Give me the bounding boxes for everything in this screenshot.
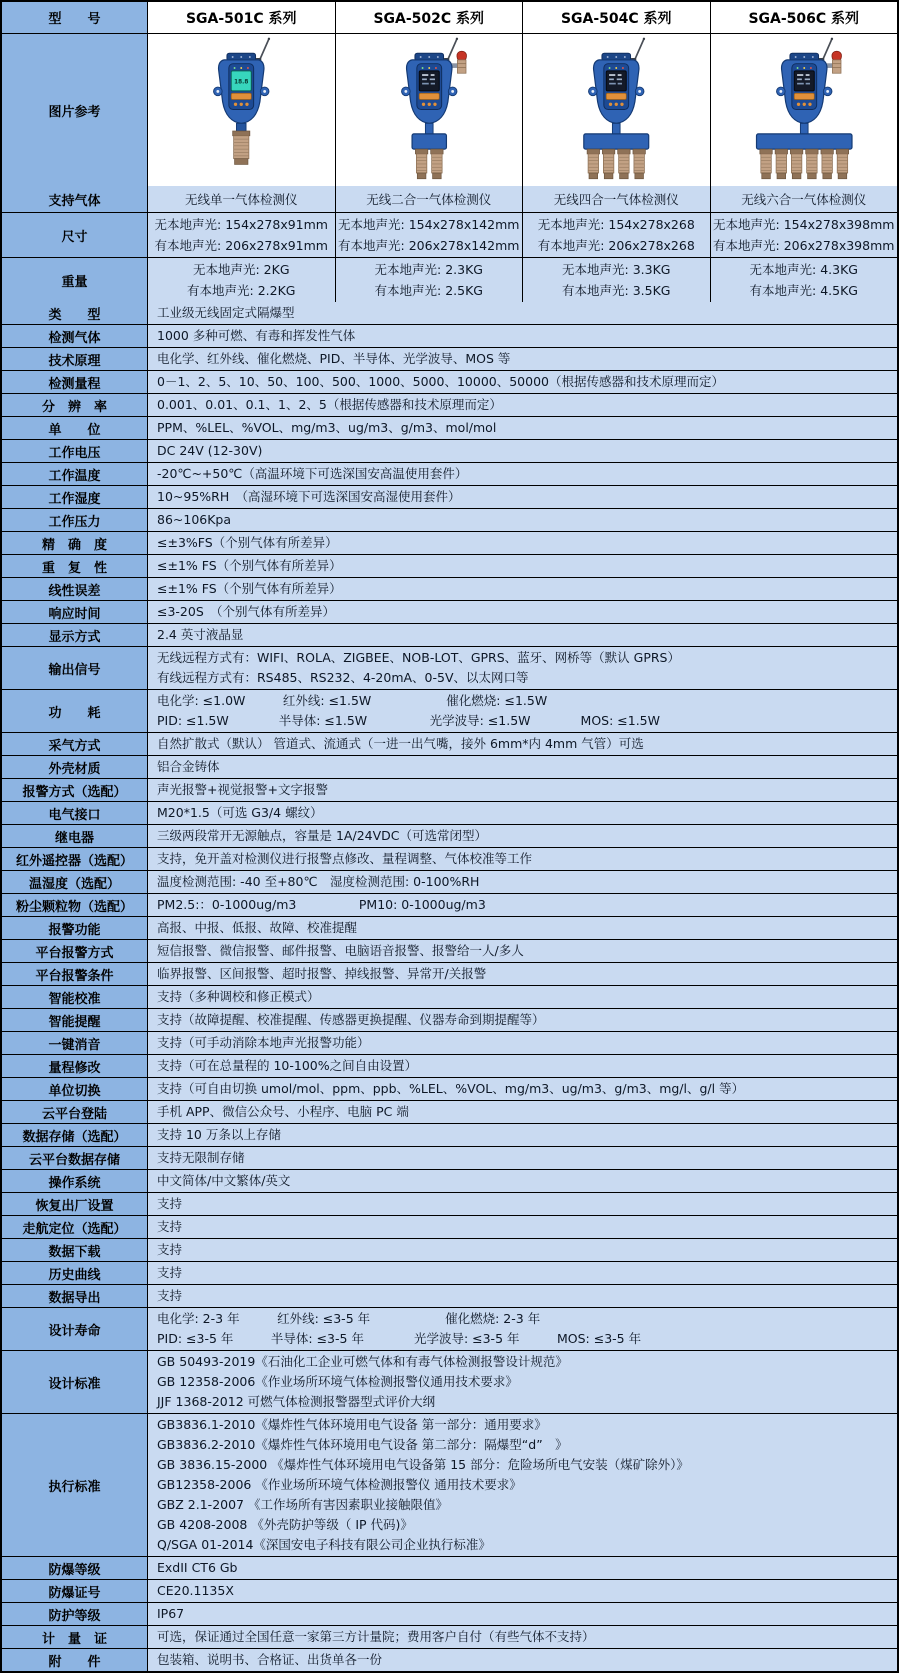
comparison-rows [2,186,897,302]
row-label: 单 位 [2,417,147,439]
row-value [147,578,897,600]
row-value-line: 工业级无线固定式隔爆型 [157,305,295,320]
row-label: 一键消音 [2,1032,147,1054]
product-image-sga-502c [335,34,523,186]
row-value-line: JJF 1368-2012 可燃气体检测报警器型式评价大纲 [157,1394,436,1409]
row-value [147,440,897,462]
compare-cell-line: 有本地声光: 206x278x268 [537,238,695,253]
row-value [147,825,897,847]
row-value-line: 临界报警、区间报警、超时报警、掉线报警、异常开/关报警 [157,966,487,981]
row-value-line: 支持 [157,1288,183,1303]
row-value [147,1351,897,1413]
row-value-line: 支持（多种调校和修正模式） [157,989,320,1004]
row-label: 云平台数据存储 [2,1147,147,1169]
header-model-sga-502c: SGA-502C 系列 [335,2,523,33]
spec-row-detection-gas [2,324,897,347]
row-label: 检测气体 [2,325,147,347]
row-value-line: 支持 [157,1242,183,1257]
row-value [147,690,897,732]
header-model-sga-501c: SGA-501C 系列 [147,2,335,33]
row-value-line: GB3836.2-2010《爆炸性气体环境用电气设备 第二部分：隔爆型“d” 》 [157,1437,568,1452]
svg-text:18.8: 18.8 [234,79,249,86]
row-label: 外壳材质 [2,756,147,778]
spec-row-cloud-data-storage [2,1146,897,1169]
row-value-line: GB 3836.15-2000 《爆炸性气体环境用电气设备第 15 部分：危险场所电气安装（煤矿除外）》 [157,1457,689,1472]
row-value [147,1078,897,1100]
row-value [147,1603,897,1625]
spec-row-alarm-mode [2,778,897,801]
header-model-sga-506c: SGA-506C 系列 [710,2,898,33]
row-label: 显示方式 [2,624,147,646]
row-value [147,871,897,893]
row-value-line: GB 4208-2008 《外壳防护等级（ IP 代码)》 [157,1517,413,1532]
row-label: 走航定位（选配） [2,1216,147,1238]
row-label: 线性误差 [2,578,147,600]
compare-row-dimensions [2,212,897,257]
spec-row-cloud-login [2,1100,897,1123]
row-value [147,894,897,916]
row-value [147,1147,897,1169]
row-value-line: 电化学、红外线、催化燃烧、PID、半导体、光学波导、MOS 等 [157,351,511,366]
row-value-line: 有线远程方式有：RS485、RS232、4-20mA、0-5V、以太网口等 [157,670,529,685]
row-value [147,1193,897,1215]
row-label: 重量 [2,258,147,302]
row-value-line: PID: ≤3-5 年 半导体: ≤3-5 年 光学波导: ≤3-5 年 MOS: ≤3-5 年 [157,1331,642,1346]
row-value [147,463,897,485]
row-label: 精 确 度 [2,532,147,554]
row-value [147,1170,897,1192]
spec-row-resolution [2,393,897,416]
spec-row-data-download [2,1238,897,1261]
compare-cell [147,258,335,302]
row-value-line: 0－1、2、5、10、50、100、500、1000、5000、10000、50000（根据传感器和技术原理而定） [157,374,724,389]
row-label: 类 型 [2,302,147,324]
row-label: 尺寸 [2,213,147,257]
spec-row-dust-particles [2,893,897,916]
header-model-sga-504c: SGA-504C 系列 [522,2,710,33]
row-value-line: 支持，免开盖对检测仪进行报警点修改、量程调整、气体校准等工作 [157,851,533,866]
row-value [147,555,897,577]
spec-row-electrical-port [2,801,897,824]
row-value [147,486,897,508]
row-value-line: 三级两段常开无源触点，容量是 1A/24VDC（可选常闭型） [157,828,487,843]
row-label: 检测量程 [2,371,147,393]
row-value-line: 10~95%RH （高湿环境下可选深国安高湿使用套件） [157,489,461,504]
spec-row-housing-material [2,755,897,778]
row-value-line: GB 12358-2006《作业场所环境气体检测报警仪通用技术要求》 [157,1374,518,1389]
row-value [147,917,897,939]
row-label: 报警功能 [2,917,147,939]
row-value [147,1032,897,1054]
row-label: 量程修改 [2,1055,147,1077]
row-value [147,733,897,755]
image-row-label: 图片参考 [2,34,147,186]
spec-row-unit-switch [2,1077,897,1100]
row-value [147,302,897,324]
compare-cell [335,186,523,212]
row-value [147,940,897,962]
spec-row-execution-standard [2,1413,897,1556]
spec-row-temp-humidity-option [2,870,897,893]
row-value-line: 声光报警+视觉报警+文字报警 [157,782,328,797]
compare-cell-line: 有本地声光: 206x278x142mm [338,238,520,253]
product-image-sga-506c [710,34,898,186]
gas-detector-illustration [711,36,898,184]
spec-row-metrology-cert [2,1625,897,1648]
compare-cell [522,186,710,212]
row-value [147,986,897,1008]
row-label: 工作温度 [2,463,147,485]
compare-cell-line: 无本地声光: 4.3KG [749,262,858,277]
row-value-line: M20*1.5（可选 G3/4 螺纹） [157,805,323,820]
compare-cell-line: 有本地声光: 2.2KG [187,283,296,298]
row-value-line: 支持（可手动消除本地声光报警功能） [157,1035,370,1050]
row-label: 平台报警条件 [2,963,147,985]
row-value [147,394,897,416]
spec-row-history-curve [2,1261,897,1284]
row-label: 智能提醒 [2,1009,147,1031]
compare-cell-line: 有本地声光: 206x278x398mm [713,238,895,253]
row-value [147,963,897,985]
spec-row-range-modify [2,1054,897,1077]
spec-row-sampling-mode [2,732,897,755]
spec-row-type [2,302,897,324]
row-value-line: 高报、中报、低报、故障、校准提醒 [157,920,358,935]
row-value-line: 支持 [157,1196,183,1211]
row-label: 输出信号 [2,647,147,689]
row-value-line: 支持 [157,1265,183,1280]
row-value-line: 中文简体/中文繁体/英文 [157,1173,291,1188]
row-value-line: 86~106Kpa [157,512,232,527]
row-value [147,1285,897,1307]
compare-cell-line: 有本地声光: 4.5KG [749,283,858,298]
row-label: 数据存储（选配） [2,1124,147,1146]
spec-row-explosion-class [2,1556,897,1579]
row-value [147,1009,897,1031]
compare-cell [335,258,523,302]
row-value [147,624,897,646]
spec-row-detection-range [2,370,897,393]
spec-row-alarm-function [2,916,897,939]
compare-cell [710,213,898,257]
row-label: 红外遥控器（选配） [2,848,147,870]
compare-cell-line: 有本地声光: 3.5KG [562,283,671,298]
row-value-line: 支持（可在总量程的 10-100%之间自由设置） [157,1058,418,1073]
row-value-line: Q/SGA 01-2014《深国安电子科技有限公司企业执行标准》 [157,1537,491,1552]
spec-row-platform-alarm-mode [2,939,897,962]
row-label: 附 件 [2,1649,147,1671]
row-value [147,417,897,439]
spec-row-data-storage [2,1123,897,1146]
header-model-label: 型 号 [2,2,147,33]
gas-detector-illustration [336,36,523,184]
spec-row-nav-location [2,1215,897,1238]
row-value-line: 支持（可自由切换 umol/mol、ppm、ppb、%LEL、%VOL、mg/m3、ug/m3、g/m3、mg/l、g/l 等） [157,1081,745,1096]
spec-row-ir-remote [2,847,897,870]
row-value-line: PID: ≤1.5W 半导体: ≤1.5W 光学波导: ≤1.5W MOS: ≤1.5W [157,713,660,728]
product-image-sga-501c [147,34,335,186]
row-label: 单位切换 [2,1078,147,1100]
row-value-line: ≤±3%FS（个别气体有所差异） [157,535,338,550]
row-value [147,647,897,689]
row-value-line: 铝合金铸体 [157,759,220,774]
row-label: 历史曲线 [2,1262,147,1284]
spec-row-display-mode [2,623,897,646]
compare-cell-line: 无本地声光: 154x278x268 [537,217,695,232]
compare-cell [710,186,898,212]
spec-row-working-pressure [2,508,897,531]
row-value [147,1239,897,1261]
spec-row-tech-principle [2,347,897,370]
row-value-line: 1000 多种可燃、有毒和挥发性气体 [157,328,356,343]
row-label: 执行标准 [2,1414,147,1556]
spec-row-response-time [2,600,897,623]
row-value-line: 2.4 英寸液晶显 [157,627,244,642]
row-value-line: 包装箱、说明书、合格证、出货单各一份 [157,1652,383,1667]
compare-cell [147,213,335,257]
spec-row-relay [2,824,897,847]
row-label: 重 复 性 [2,555,147,577]
row-label: 采气方式 [2,733,147,755]
row-label: 报警方式（选配） [2,779,147,801]
row-value-line: 电化学: ≤1.0W 红外线: ≤1.5W 催化燃烧: ≤1.5W [157,693,548,708]
row-value-line: 支持 10 万条以上存储 [157,1127,281,1142]
row-label: 工作电压 [2,440,147,462]
compare-cell [710,258,898,302]
row-label: 继电器 [2,825,147,847]
row-value-line: 手机 APP、微信公众号、小程序、电脑 PC 端 [157,1104,409,1119]
spec-row-power-consumption [2,689,897,732]
row-value-line: -20℃~+50℃（高温环境下可选深国安高温使用套件） [157,466,468,481]
row-value-line: IP67 [157,1606,185,1621]
image-reference-row [2,33,897,186]
row-value-line: GBZ 2.1-2007 《工作场所有害因素职业接触限值》 [157,1497,448,1512]
row-value [147,1414,897,1556]
spec-row-working-temperature [2,462,897,485]
row-label: 操作系统 [2,1170,147,1192]
row-value [147,509,897,531]
row-label: 恢复出厂设置 [2,1193,147,1215]
table-header-row [2,2,897,33]
row-label: 防爆等级 [2,1557,147,1579]
spec-row-output-signal [2,646,897,689]
gas-detector-illustration [523,36,710,184]
row-value [147,325,897,347]
row-value-line: GB 50493-2019《石油化工企业可燃气体和有毒气体检测报警设计规范》 [157,1354,568,1369]
row-value-line: DC 24V (12-30V) [157,443,263,458]
row-label: 防护等级 [2,1603,147,1625]
row-value [147,1101,897,1123]
row-value [147,1580,897,1602]
row-value [147,348,897,370]
row-value-line: 可选，保证通过全国任意一家第三方计量院；费用客户自付（有些气体不支持） [157,1629,595,1644]
spec-row-operating-system [2,1169,897,1192]
spec-row-unit [2,416,897,439]
compare-row-weight [2,257,897,302]
row-value [147,848,897,870]
row-value [147,802,897,824]
row-value-line: 无线远程方式有：WIFI、ROLA、ZIGBEE、NOB-LOT、GPRS、蓝牙、网桥等（默认 GPRS） [157,650,680,665]
compare-cell [335,213,523,257]
row-label: 分 辨 率 [2,394,147,416]
row-value [147,1308,897,1350]
spec-row-accessories [2,1648,897,1671]
compare-cell-line: 无线六合一气体检测仪 [741,191,867,207]
row-label: 功 耗 [2,690,147,732]
row-value [147,779,897,801]
spec-row-working-humidity [2,485,897,508]
row-value [147,1124,897,1146]
row-value-line: 支持无限制存储 [157,1150,245,1165]
row-value-line: 温度检测范围: -40 至+80℃ 湿度检测范围: 0-100%RH [157,874,480,889]
compare-cell [522,213,710,257]
row-value [147,1055,897,1077]
spec-row-data-export [2,1284,897,1307]
compare-cell-line: 无本地声光: 2.3KG [374,262,483,277]
row-label: 工作湿度 [2,486,147,508]
product-image-sga-504c [522,34,710,186]
row-value [147,532,897,554]
compare-cell-line: 无线四合一气体检测仪 [553,191,679,207]
row-value [147,1216,897,1238]
row-value-line: ExdII CT6 Gb [157,1560,238,1575]
row-label: 数据导出 [2,1285,147,1307]
row-value-line: 支持 [157,1219,183,1234]
spec-row-design-standard [2,1350,897,1413]
row-label: 工作压力 [2,509,147,531]
row-value [147,1557,897,1579]
spec-row-smart-reminder [2,1008,897,1031]
compare-cell-line: 无本地声光: 154x278x91mm [154,217,328,232]
row-label: 支持气体 [2,186,147,212]
row-value-line: GB12358-2006 《作业场所环境气体检测报警仪 通用技术要求》 [157,1477,522,1492]
row-label: 技术原理 [2,348,147,370]
row-value-line: ≤3-20S （个别气体有所差异） [157,604,336,619]
row-label: 设计标准 [2,1351,147,1413]
spec-row-ip-rating [2,1602,897,1625]
compare-cell-line: 无线二合一气体检测仪 [366,191,492,207]
compare-cell-line: 无本地声光: 154x278x398mm [713,217,895,232]
gas-detector-illustration [148,36,335,184]
row-value-line: 自然扩散式（默认） 管道式、流通式（一进一出气嘴，接外 6mm*内 4mm 气管）可选 [157,736,644,751]
row-value-line: CE20.1135X [157,1583,234,1598]
row-value-line: 支持（故障提醒、校准提醒、传感器更换提醒、仪器寿命到期提醒等） [157,1012,545,1027]
compare-cell-line: 无本地声光: 2KG [192,262,290,277]
compare-row-supported-gas [2,186,897,212]
compare-cell [522,258,710,302]
compare-cell-line: 无线单一气体检测仪 [184,191,298,207]
row-value [147,1649,897,1671]
spec-row-linearity-error [2,577,897,600]
row-label: 电气接口 [2,802,147,824]
spec-row-one-key-mute [2,1031,897,1054]
compare-cell [147,186,335,212]
row-label: 智能校准 [2,986,147,1008]
spec-row-smart-calibration [2,985,897,1008]
specification-rows [2,302,897,1671]
row-value [147,371,897,393]
row-value [147,756,897,778]
spec-row-working-voltage [2,439,897,462]
row-value-line: ≤±1% FS（个别气体有所差异） [157,558,342,573]
spec-row-factory-reset [2,1192,897,1215]
row-label: 平台报警方式 [2,940,147,962]
row-value-line: PPM、%LEL、%VOL、mg/m3、ug/m3、g/m3、mol/mol [157,420,497,435]
row-label: 防爆证号 [2,1580,147,1602]
row-value-line: ≤±1% FS（个别气体有所差异） [157,581,342,596]
spec-row-platform-alarm-condition [2,962,897,985]
row-value-line: 0.001、0.01、0.1、1、2、5（根据传感器和技术原理而定） [157,397,502,412]
row-label: 计 量 证 [2,1626,147,1648]
row-value-line: 短信报警、微信报警、邮件报警、电脑语音报警、报警给一人/多人 [157,943,524,958]
compare-cell-line: 有本地声光: 206x278x91mm [154,238,328,253]
row-label: 数据下载 [2,1239,147,1261]
spec-row-repeatability [2,554,897,577]
row-value-line: 电化学: 2-3 年 红外线: ≤3-5 年 催化燃烧: 2-3 年 [157,1311,541,1326]
spec-row-explosion-cert [2,1579,897,1602]
row-label: 粉尘颗粒物（选配） [2,894,147,916]
row-value-line: PM2.5:：0-1000ug/m3 PM10: 0-1000ug/m3 [157,897,486,912]
spec-row-design-life [2,1307,897,1350]
row-label: 设计寿命 [2,1308,147,1350]
row-value [147,1262,897,1284]
row-label: 云平台登陆 [2,1101,147,1123]
row-label: 响应时间 [2,601,147,623]
row-value [147,601,897,623]
compare-cell-line: 有本地声光: 2.5KG [374,283,483,298]
compare-cell-line: 无本地声光: 154x278x142mm [338,217,520,232]
row-value [147,1626,897,1648]
row-label: 温湿度（选配） [2,871,147,893]
row-value-line: GB3836.1-2010《爆炸性气体环境用电气设备 第一部分：通用要求》 [157,1417,547,1432]
compare-cell-line: 无本地声光: 3.3KG [562,262,671,277]
spec-row-accuracy [2,531,897,554]
